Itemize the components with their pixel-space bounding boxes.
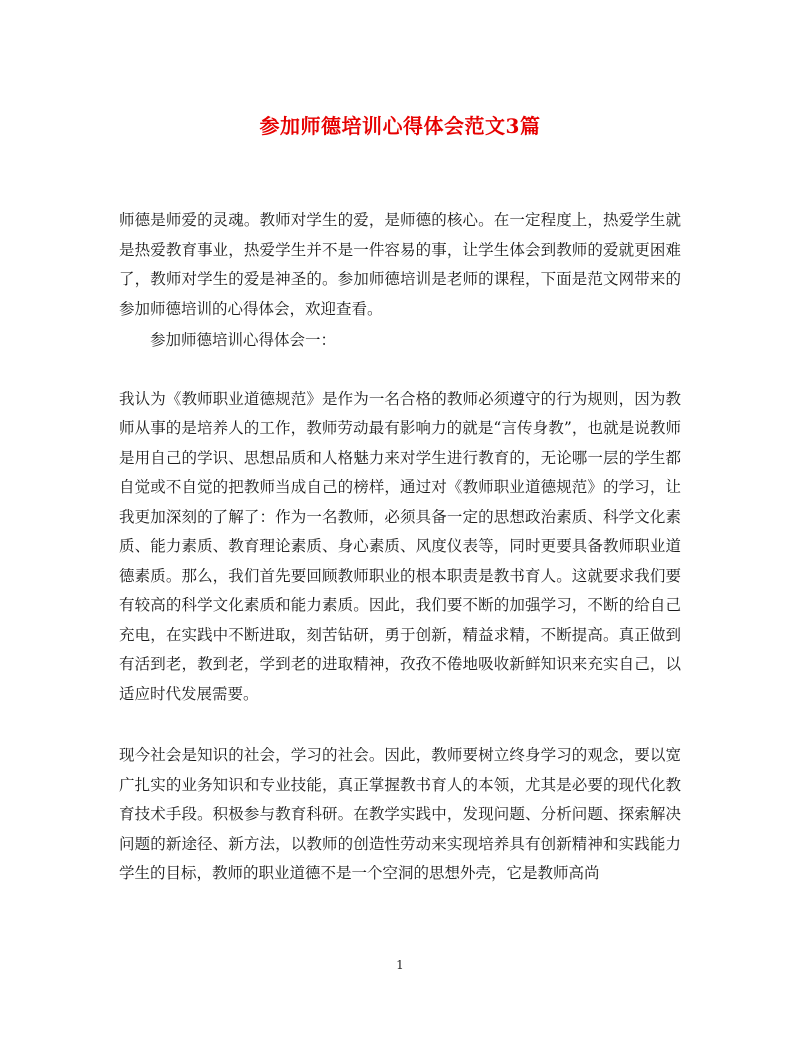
document-title: 参加师德培训心得体会范文3篇: [259, 114, 541, 138]
intro-paragraph: 师德是师爱的灵魂。教师对学生的爱，是师德的核心。在一定程度上，热爱学生就是热爱教育事业，热爱学生并不是一件容易的事，让学生体会到教师的爱就更困难了，教师对学生的爱是神圣的。参加师德培训是老师的课程，下面是范文网带来的参加师德培训的心得体会，欢迎查看。: [119, 211, 681, 318]
body-paragraph-2: 现今社会是知识的社会，学习的社会。因此，教师要树立终身学习的观念，要以宽广扎实的业务知识和专业技能，真正掌握教书育人的本领，尤其是必要的现代化教育技术手段。积极参与教育科研。在教学实践中，发现问题、分析问题、探索解决问题的新途径、新方法，以教师的创造性劳动来实现培养具有创新精神和实践能力学生的目标，教师的职业道德不是一个空洞的思想外壳，它是教师高尚: [119, 746, 681, 882]
document-body: [119, 206, 681, 889]
body-paragraph-1: 我认为《教师职业道德规范》是作为一名合格的教师必须遵守的行为规则，因为教师从事的是培养人的工作，教师劳动最有影响力的就是“言传身教”，也就是说教师是用自己的学识、思想品质和人格魅力来对学生进行教育的，无论哪一层的学生都自觉或不自觉的把教师当成自己的榜样，通过对《教师职业道德规范》的学习，让我更加深刻的了解了：作为一名教师，必须具备一定的思想政治素质、科学文化素质、能力素质、教育理论素质、身心素质、风度仪表等，同时更要具备教师职业道德素质。那么，我们首先要回顾教师职业的根本职责是教书育人。这就要求我们要有较高的科学文化素质和能力素质。因此，我们要不断的加强学习，不断的给自己充电，在实践中不断进取，刻苦钻研，勇于创新，精益求精，不断提高。真正做到有活到老，教到老，学到老的进取精神，孜孜不倦地吸收新鲜知识来充实自己，以适应时代发展需要。: [119, 389, 681, 703]
page-number: 1: [396, 958, 404, 972]
section-subheading: 参加师德培训心得体会一：: [150, 331, 337, 349]
